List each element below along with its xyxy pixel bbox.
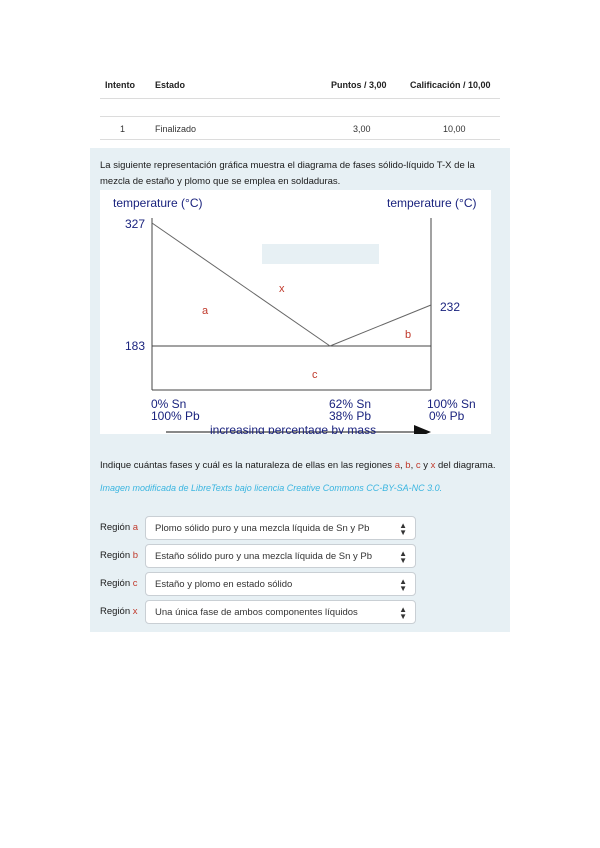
region-a-select[interactable] [145, 516, 416, 540]
instruction-suffix: del diagrama. [435, 460, 496, 471]
phase-diagram [100, 190, 491, 434]
header-attempt: Intento [105, 80, 135, 90]
row-grade: 10,00 [443, 124, 466, 134]
region-x-selected-value: Una única fase de ambos componentes líquidos [155, 607, 358, 618]
region-x-select[interactable] [145, 600, 416, 624]
comp-mid-2: 38% Pb [329, 409, 372, 423]
region-row-x [100, 600, 510, 624]
region-row-b [100, 544, 510, 568]
instruction-sep3: y [420, 460, 431, 471]
comp-left-1: 0% Sn [151, 397, 187, 411]
liquidus-left [152, 223, 330, 346]
question-text: La siguiente representación gráfica muestra el diagrama de fases sólido-líquido T-X de la mezcla de estaño y plomo que se emplea en soldaduras. [100, 160, 475, 187]
header-state: Estado [155, 80, 186, 90]
region-row-c [100, 572, 510, 596]
region-a-selected-value: Plomo sólido puro y una mezcla líquida de Sn y Pb [155, 523, 370, 534]
region-b-label: b [405, 329, 412, 341]
region-b-selected-value: Estaño sólido puro y una mezcla líquida de Sn y Pb [155, 551, 373, 562]
temp-232: 232 [440, 300, 461, 314]
region-a-letter: a [132, 522, 139, 533]
instruction-sep2: , [410, 460, 416, 471]
region-c-letter: c [132, 578, 138, 589]
instruction-prefix: Indique cuántas fases y cuál es la naturaleza de ellas en las regiones [100, 460, 395, 471]
instruction-letter-a: a [394, 460, 400, 471]
left-axis-label: temperature (°C) [113, 196, 203, 210]
header-grade: Calificación / 10,00 [410, 80, 491, 90]
region-c-selected-value: Estaño y plomo en estado sólido [155, 579, 293, 590]
row-state: Finalizado [155, 124, 197, 134]
right-axis-label: temperature (°C) [387, 196, 477, 210]
select-updown-icon: ▲ ▼ [399, 521, 407, 537]
results-row [100, 116, 500, 140]
instruction-letter-x: x [430, 460, 436, 471]
region-x-select-label [100, 606, 138, 617]
instruction-letter-b: b [405, 460, 411, 471]
image-credit: Imagen modificada de LibreTexts bajo licencia Creative Commons CC-BY-SA-NC 3.0. [100, 483, 443, 493]
arrow-caption: increasing percentage by mass [210, 423, 377, 434]
region-c-select[interactable] [145, 572, 416, 596]
row-attempt: 1 [120, 124, 126, 134]
results-table [100, 72, 500, 134]
region-b-select[interactable] [145, 544, 416, 568]
region-c-label: c [312, 369, 318, 381]
region-x-prefix: Región [100, 606, 133, 617]
region-b-select-label [100, 550, 138, 561]
phase-diagram-svg [100, 190, 491, 434]
results-header-row [100, 72, 500, 99]
region-c-prefix: Región [100, 578, 133, 589]
comp-left-2: 100% Pb [151, 409, 200, 423]
region-c-select-label [100, 578, 138, 589]
region-b-prefix: Región [100, 550, 133, 561]
comp-mid-1: 62% Sn [329, 397, 372, 411]
region-x-label: x [279, 283, 285, 295]
region-a-label: a [202, 305, 209, 317]
instruction-letter-c: c [415, 460, 421, 471]
instruction-sep1: , [399, 460, 406, 471]
region-row-a [100, 516, 510, 540]
instruction-text [100, 460, 502, 471]
temp-183: 183 [125, 339, 146, 353]
region-a-select-label [100, 522, 138, 533]
select-updown-icon: ▲ ▼ [399, 549, 407, 565]
region-x-letter: x [132, 606, 138, 617]
temp-327: 327 [125, 217, 146, 231]
region-b-letter: b [132, 550, 139, 561]
row-points: 3,00 [353, 124, 371, 134]
region-a-prefix: Región [100, 522, 133, 533]
question-box [90, 148, 510, 632]
select-updown-icon: ▲ ▼ [399, 577, 407, 593]
liquidus-right [330, 305, 431, 346]
masked-label-box [262, 244, 379, 264]
comp-right-1: 100% Sn [427, 397, 476, 411]
header-points: Puntos / 3,00 [331, 80, 387, 90]
select-updown-icon: ▲ ▼ [399, 605, 407, 621]
mass-arrow-head-icon [414, 425, 431, 434]
comp-right-2: 0% Pb [429, 409, 465, 423]
